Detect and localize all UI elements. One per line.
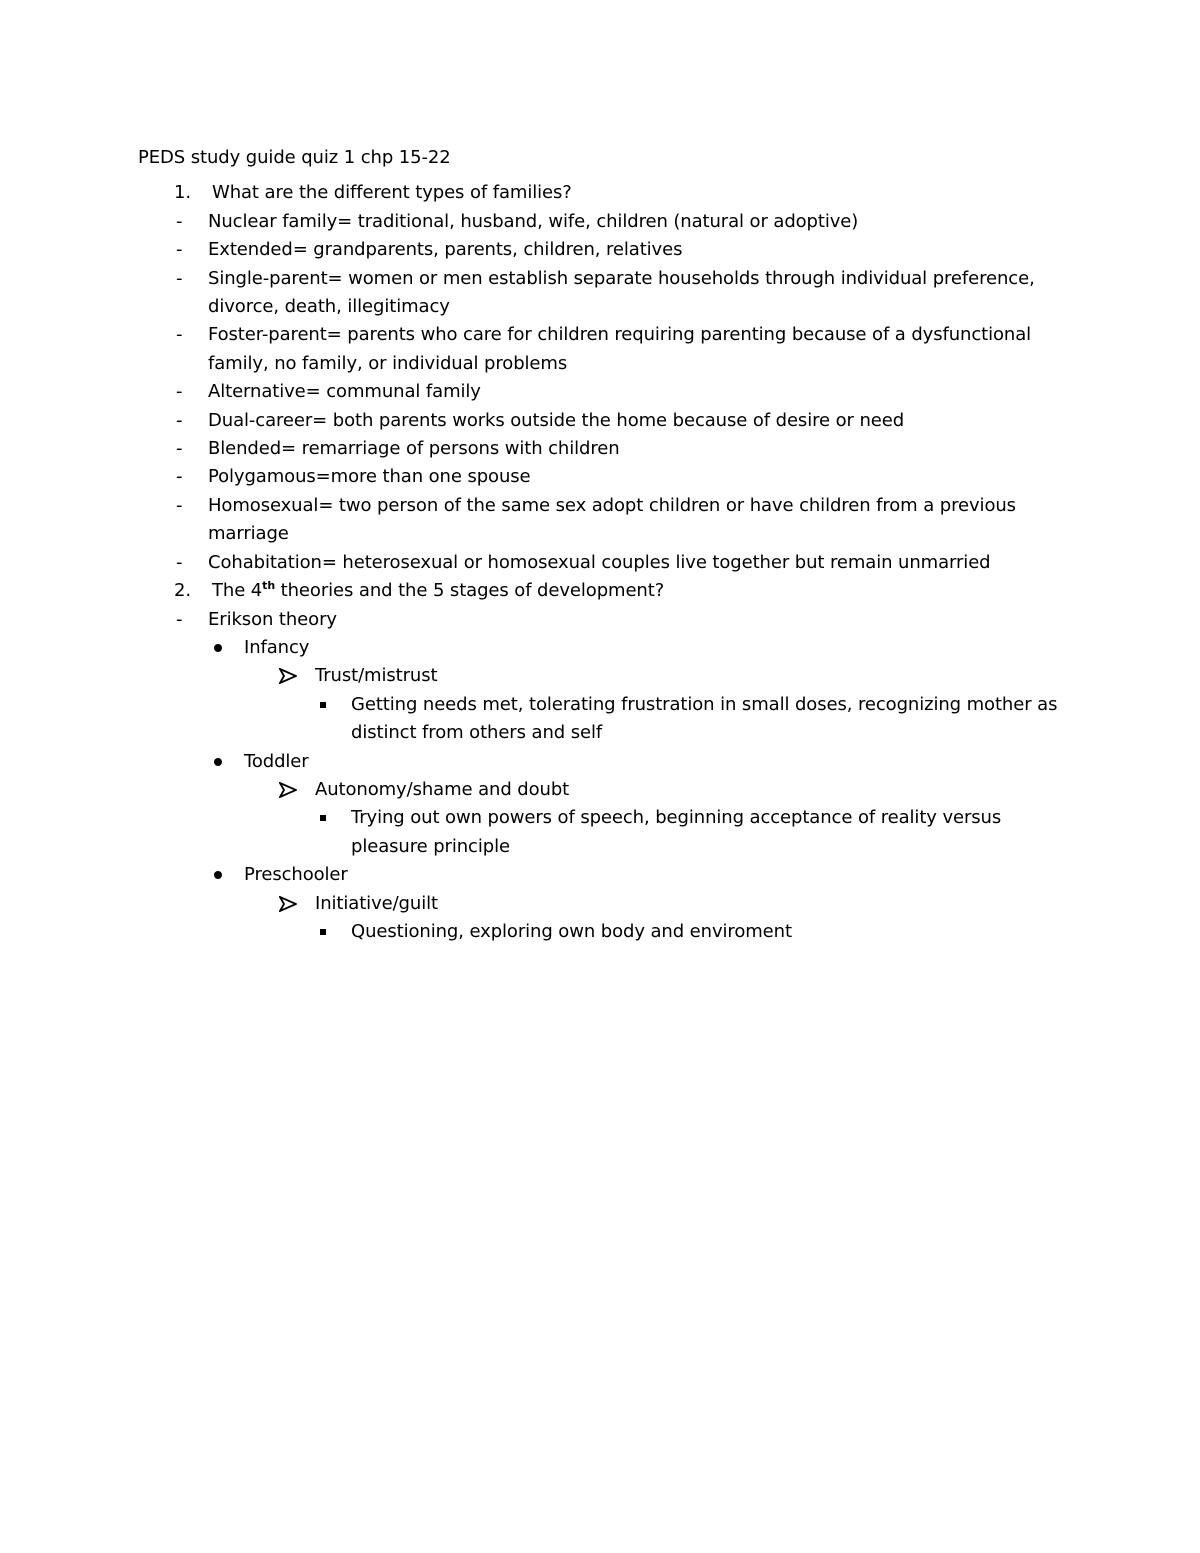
- dash-marker: -: [176, 210, 183, 232]
- list-item: [174, 549, 1078, 577]
- ordinal-superscript: th: [262, 579, 276, 593]
- filled-circle-bullet-icon: [214, 644, 222, 652]
- crisis-text: Autonomy/shame and doubt: [315, 778, 570, 800]
- crisis-list: [244, 662, 1078, 747]
- crisis-list: [244, 890, 1078, 947]
- list-item-text: Foster-parent= parents who care for children requiring parenting because of a dysfunctional family, no family, or individual problems: [208, 324, 1032, 374]
- dash-marker: -: [176, 409, 183, 431]
- list-item: [174, 492, 1078, 549]
- question-text: [212, 577, 1078, 605]
- detail-item: [315, 691, 1078, 748]
- list-item: [174, 606, 1078, 947]
- document-body: [138, 144, 1078, 946]
- dash-marker: -: [176, 267, 183, 289]
- detail-item: [315, 804, 1078, 861]
- document-title: PEDS study guide quiz 1 chp 15-22: [138, 147, 451, 168]
- list-item-text: Extended= grandparents, parents, children, relatives: [208, 239, 683, 261]
- question-text-start: The 4: [212, 580, 263, 602]
- list-item: [174, 236, 1078, 264]
- stage-name: Infancy: [244, 636, 310, 658]
- list-item: [174, 265, 1078, 322]
- theory-name: Erikson theory: [208, 608, 337, 630]
- dash-marker: -: [176, 239, 183, 261]
- stage-item: [208, 748, 1078, 862]
- dash-marker: -: [176, 324, 183, 346]
- arrowhead-bullet-icon: [279, 782, 297, 798]
- list-item: [174, 463, 1078, 491]
- dash-marker: -: [176, 608, 183, 630]
- detail-text: Questioning, exploring own body and enviroment: [351, 920, 792, 942]
- dash-marker: -: [176, 466, 183, 488]
- filled-square-bullet-icon: [320, 815, 326, 821]
- list-item-text: Alternative= communal family: [208, 381, 481, 403]
- crisis-text: Initiative/guilt: [315, 892, 438, 914]
- filled-circle-bullet-icon: [214, 871, 222, 879]
- question-text: What are the different types of families?: [212, 182, 572, 204]
- question-2: [138, 577, 1078, 946]
- crisis-text: Trust/mistrust: [315, 665, 438, 687]
- question-number: 2.: [174, 580, 191, 602]
- filled-circle-bullet-icon: [214, 758, 222, 766]
- dash-marker: -: [176, 438, 183, 460]
- list-item: [174, 208, 1078, 236]
- arrowhead-bullet-icon: [279, 896, 297, 912]
- question-text-end: theories and the 5 stages of development?: [275, 580, 665, 602]
- dash-marker: -: [176, 381, 183, 403]
- theory-list: [174, 606, 1078, 947]
- detail-list: [315, 918, 1078, 946]
- list-item-text: Polygamous=more than one spouse: [208, 466, 531, 488]
- list-item: [174, 407, 1078, 435]
- list-item: [174, 321, 1078, 378]
- family-types-list: [174, 208, 1078, 577]
- dash-marker: -: [176, 494, 183, 516]
- detail-item: [315, 918, 1078, 946]
- crisis-item: [279, 776, 1078, 861]
- list-item-text: Single-parent= women or men establish separate households through individual preference, divorce, death, illegitimacy: [208, 267, 1035, 318]
- dash-marker: -: [176, 551, 183, 573]
- crisis-list: [244, 776, 1078, 861]
- detail-text: Getting needs met, tolerating frustration in small doses, recognizing mother as distinct from others and self: [351, 693, 1058, 744]
- detail-text: Trying out own powers of speech, beginning acceptance of reality versus pleasure principle: [351, 807, 1002, 857]
- stage-item: [208, 634, 1078, 748]
- list-item-text: Blended= remarriage of persons with children: [208, 438, 620, 460]
- question-number: 1.: [174, 182, 191, 204]
- list-item-text: Nuclear family= traditional, husband, wife, children (natural or adoptive): [208, 210, 859, 232]
- stage-list: [208, 634, 1078, 946]
- list-item-text: Homosexual= two person of the same sex adopt children or have children from a previous marriage: [208, 494, 1016, 545]
- filled-square-bullet-icon: [320, 929, 326, 935]
- stage-name: Preschooler: [244, 864, 348, 886]
- arrowhead-bullet-icon: [279, 668, 297, 684]
- list-item-text: Cohabitation= heterosexual or homosexual couples live together but remain unmarried: [208, 551, 991, 573]
- list-item: [174, 435, 1078, 463]
- detail-list: [315, 691, 1078, 748]
- question-1: [138, 179, 1078, 577]
- filled-square-bullet-icon: [320, 702, 326, 708]
- list-item: [174, 378, 1078, 406]
- crisis-item: [279, 662, 1078, 747]
- list-item-text: Dual-career= both parents works outside the home because of desire or need: [208, 409, 905, 431]
- detail-list: [315, 804, 1078, 861]
- crisis-item: [279, 890, 1078, 947]
- stage-item: [208, 861, 1078, 946]
- stage-name: Toddler: [244, 750, 309, 772]
